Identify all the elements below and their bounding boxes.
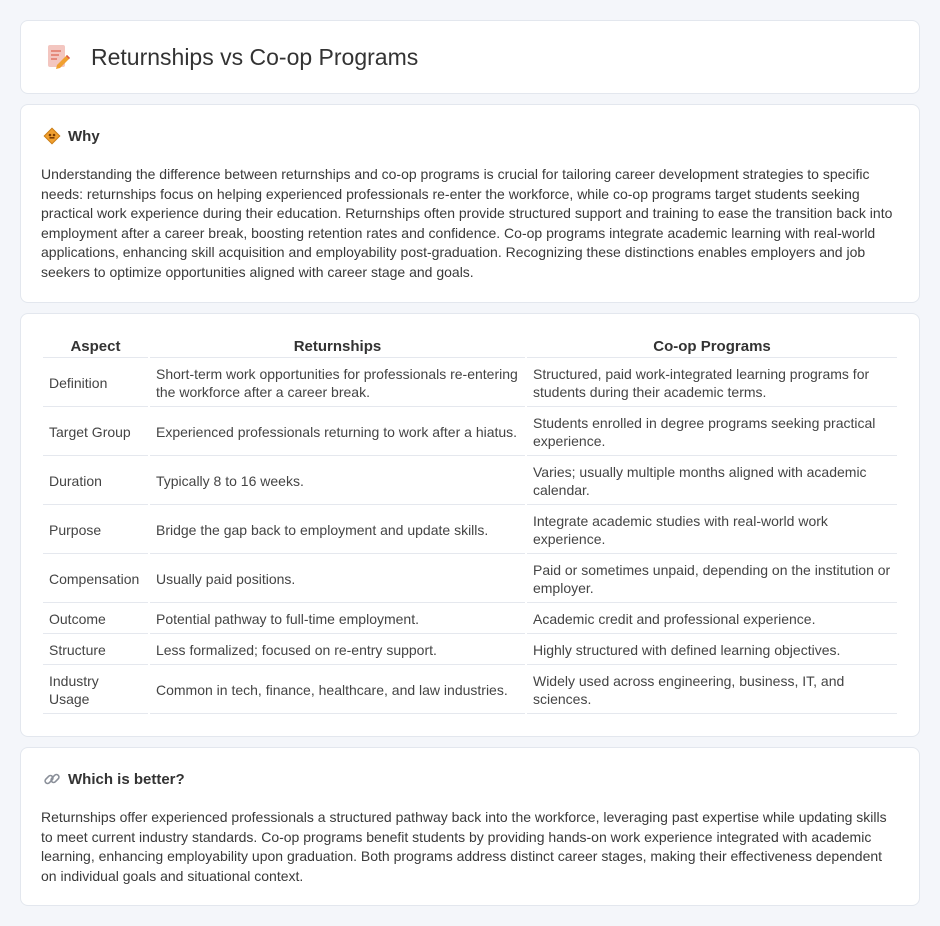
cell-returnships: Potential pathway to full-time employment. — [150, 603, 525, 634]
cell-coop: Students enrolled in degree programs seeking practical experience. — [527, 407, 897, 456]
cell-aspect: Purpose — [43, 505, 148, 554]
better-title: Which is better? — [68, 770, 185, 788]
why-title: Why — [68, 127, 100, 145]
cell-returnships: Typically 8 to 16 weeks. — [150, 456, 525, 505]
cell-aspect: Compensation — [43, 554, 148, 603]
why-text: Understanding the difference between returnships and co-op programs is crucial for tailoring career development strategies to specific needs: returnships focus on helping experienced professionals re-enter the workforce, while co-op programs target students seeking practical work experience during their education. Returnships often provide structured support and training to ease the transition back into employment after a career break, boosting retention rates and confidence. Co-op programs integrate academic learning with real-world applications, enhancing skill acquisition and employability post-graduation. Recognizing these distinctions enables employers and job seekers to optimize opportunities aligned with career stage and goals. — [41, 166, 893, 280]
title-row — [45, 43, 418, 71]
cell-coop: Academic credit and professional experience. — [527, 603, 897, 634]
cell-aspect: Definition — [43, 358, 148, 407]
diamond-sign-icon — [43, 127, 61, 145]
cell-coop: Widely used across engineering, business, IT, and sciences. — [527, 665, 897, 714]
comparison-card — [20, 313, 920, 737]
better-heading — [43, 770, 185, 788]
table-row — [43, 407, 897, 456]
cell-returnships: Usually paid positions. — [150, 554, 525, 603]
cell-returnships: Experienced professionals returning to work after a hiatus. — [150, 407, 525, 456]
cell-returnships: Short-term work opportunities for professionals re-entering the workforce after a career break. — [150, 358, 525, 407]
table-row — [43, 505, 897, 554]
header-coop: Co-op Programs — [527, 334, 897, 358]
header-returnships: Returnships — [150, 334, 525, 358]
page-title: Returnships vs Co-op Programs — [91, 43, 419, 70]
table-row — [43, 634, 897, 665]
cell-coop: Varies; usually multiple months aligned with academic calendar. — [527, 456, 897, 505]
table-row — [43, 554, 897, 603]
table-row — [43, 358, 897, 407]
link-icon — [43, 770, 61, 788]
cell-aspect: Structure — [43, 634, 148, 665]
cell-returnships: Common in tech, finance, healthcare, and law industries. — [150, 665, 525, 714]
cell-aspect: Industry Usage — [43, 665, 148, 714]
table-row — [43, 456, 897, 505]
why-heading — [43, 127, 100, 145]
cell-returnships: Bridge the gap back to employment and update skills. — [150, 505, 525, 554]
which-is-better-card — [20, 747, 920, 906]
document-pencil-icon — [45, 43, 71, 71]
cell-aspect: Outcome — [43, 603, 148, 634]
table-row — [43, 603, 897, 634]
table-header-row — [43, 334, 897, 358]
cell-returnships: Less formalized; focused on re-entry support. — [150, 634, 525, 665]
cell-coop: Structured, paid work-integrated learning programs for students during their academic terms. — [527, 358, 897, 407]
title-card — [20, 20, 920, 94]
cell-aspect: Duration — [43, 456, 148, 505]
better-text: Returnships offer experienced professionals a structured pathway back into the workforce, leveraging past expertise while updating skills to meet current industry standards. Co-op programs benefit students by providing hands-on work experience integrated with academic learning, enhancing employability upon graduation. Both programs address distinct career stages, making their effectiveness dependent on individual goals and situational context. — [41, 809, 887, 884]
header-aspect: Aspect — [43, 334, 148, 358]
cell-aspect: Target Group — [43, 407, 148, 456]
cell-coop: Paid or sometimes unpaid, depending on the institution or employer. — [527, 554, 897, 603]
table-row — [43, 665, 897, 714]
why-card — [20, 104, 920, 303]
cell-coop: Highly structured with defined learning objectives. — [527, 634, 897, 665]
cell-coop: Integrate academic studies with real-world work experience. — [527, 505, 897, 554]
comparison-table — [41, 334, 899, 714]
